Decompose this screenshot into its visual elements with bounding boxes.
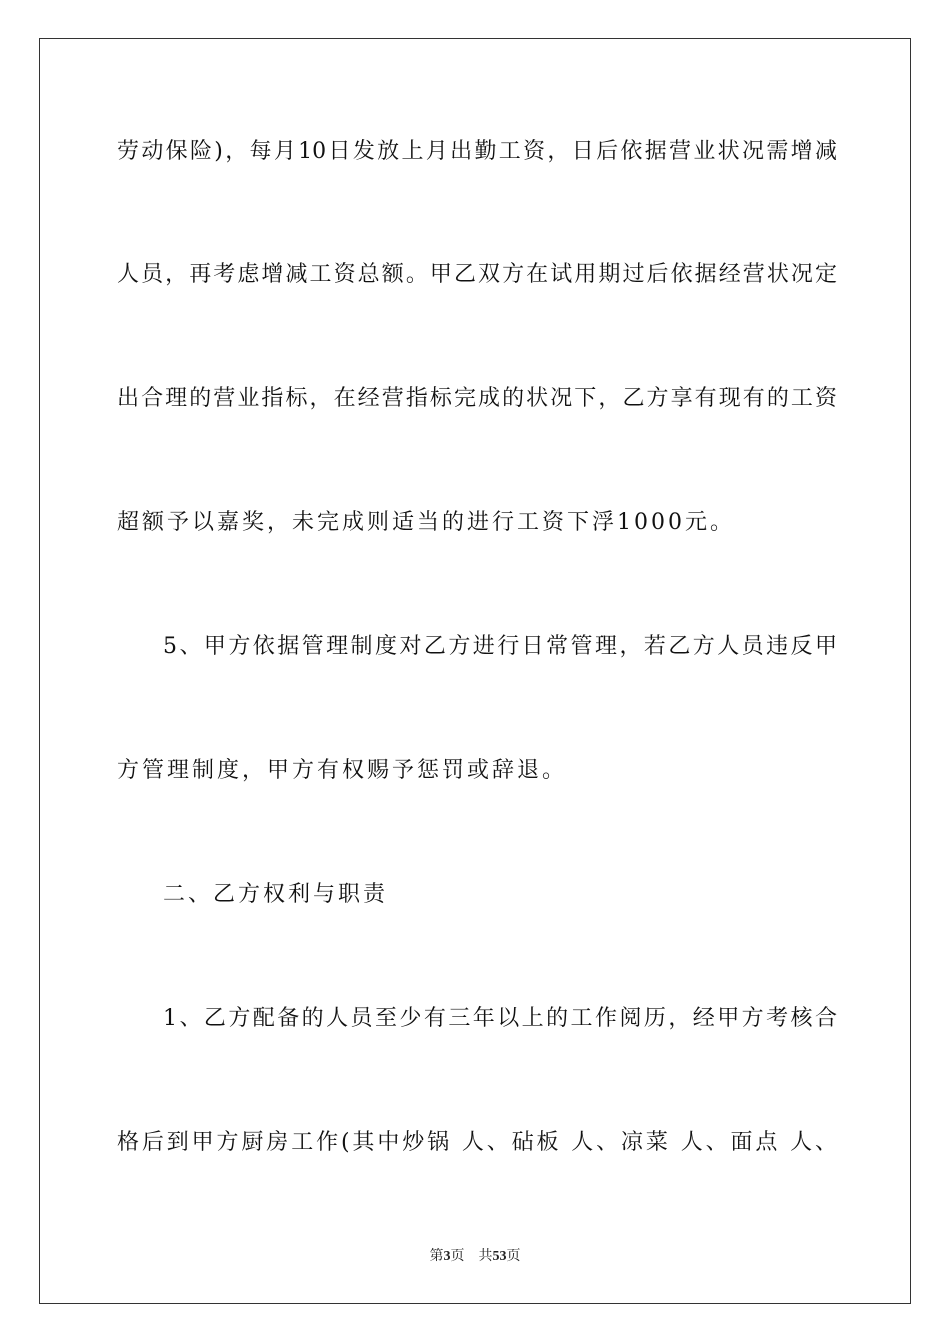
paragraph-line: 人员，再考虑增减工资总额。甲乙双方在试用期过后依据经营状况定	[117, 262, 837, 287]
paragraph-line: 劳动保险)，每月10日发放上月出勤工资，日后依据营业状况需增减	[117, 139, 837, 164]
paragraph-line: 5、甲方依据管理制度对乙方进行日常管理，若乙方人员违反甲	[163, 634, 837, 659]
page-footer	[0, 1245, 950, 1265]
page-prefix: 第	[429, 1249, 444, 1264]
total-pages: 53	[492, 1249, 507, 1264]
paragraph-line: 超额予以嘉奖，未完成则适当的进行工资下浮1000元。	[117, 510, 735, 535]
page-suffix: 页	[450, 1249, 465, 1264]
paragraph-line: 1、乙方配备的人员至少有三年以上的工作阅历，经甲方考核合	[163, 1006, 837, 1031]
total-suffix: 页	[506, 1249, 521, 1264]
paragraph-line: 方管理制度，甲方有权赐予惩罚或辞退。	[117, 758, 568, 783]
section-heading: 二、乙方权利与职责	[163, 882, 389, 907]
paragraph-line: 格后到甲方厨房工作(其中炒锅 人、砧板 人、凉菜 人、面点 人、	[117, 1130, 837, 1155]
page-border	[39, 38, 911, 1304]
total-prefix: 共	[478, 1249, 493, 1264]
page-number: 3	[443, 1249, 451, 1264]
paragraph-line: 出合理的营业指标，在经营指标完成的状况下，乙方享有现有的工资	[117, 386, 837, 411]
